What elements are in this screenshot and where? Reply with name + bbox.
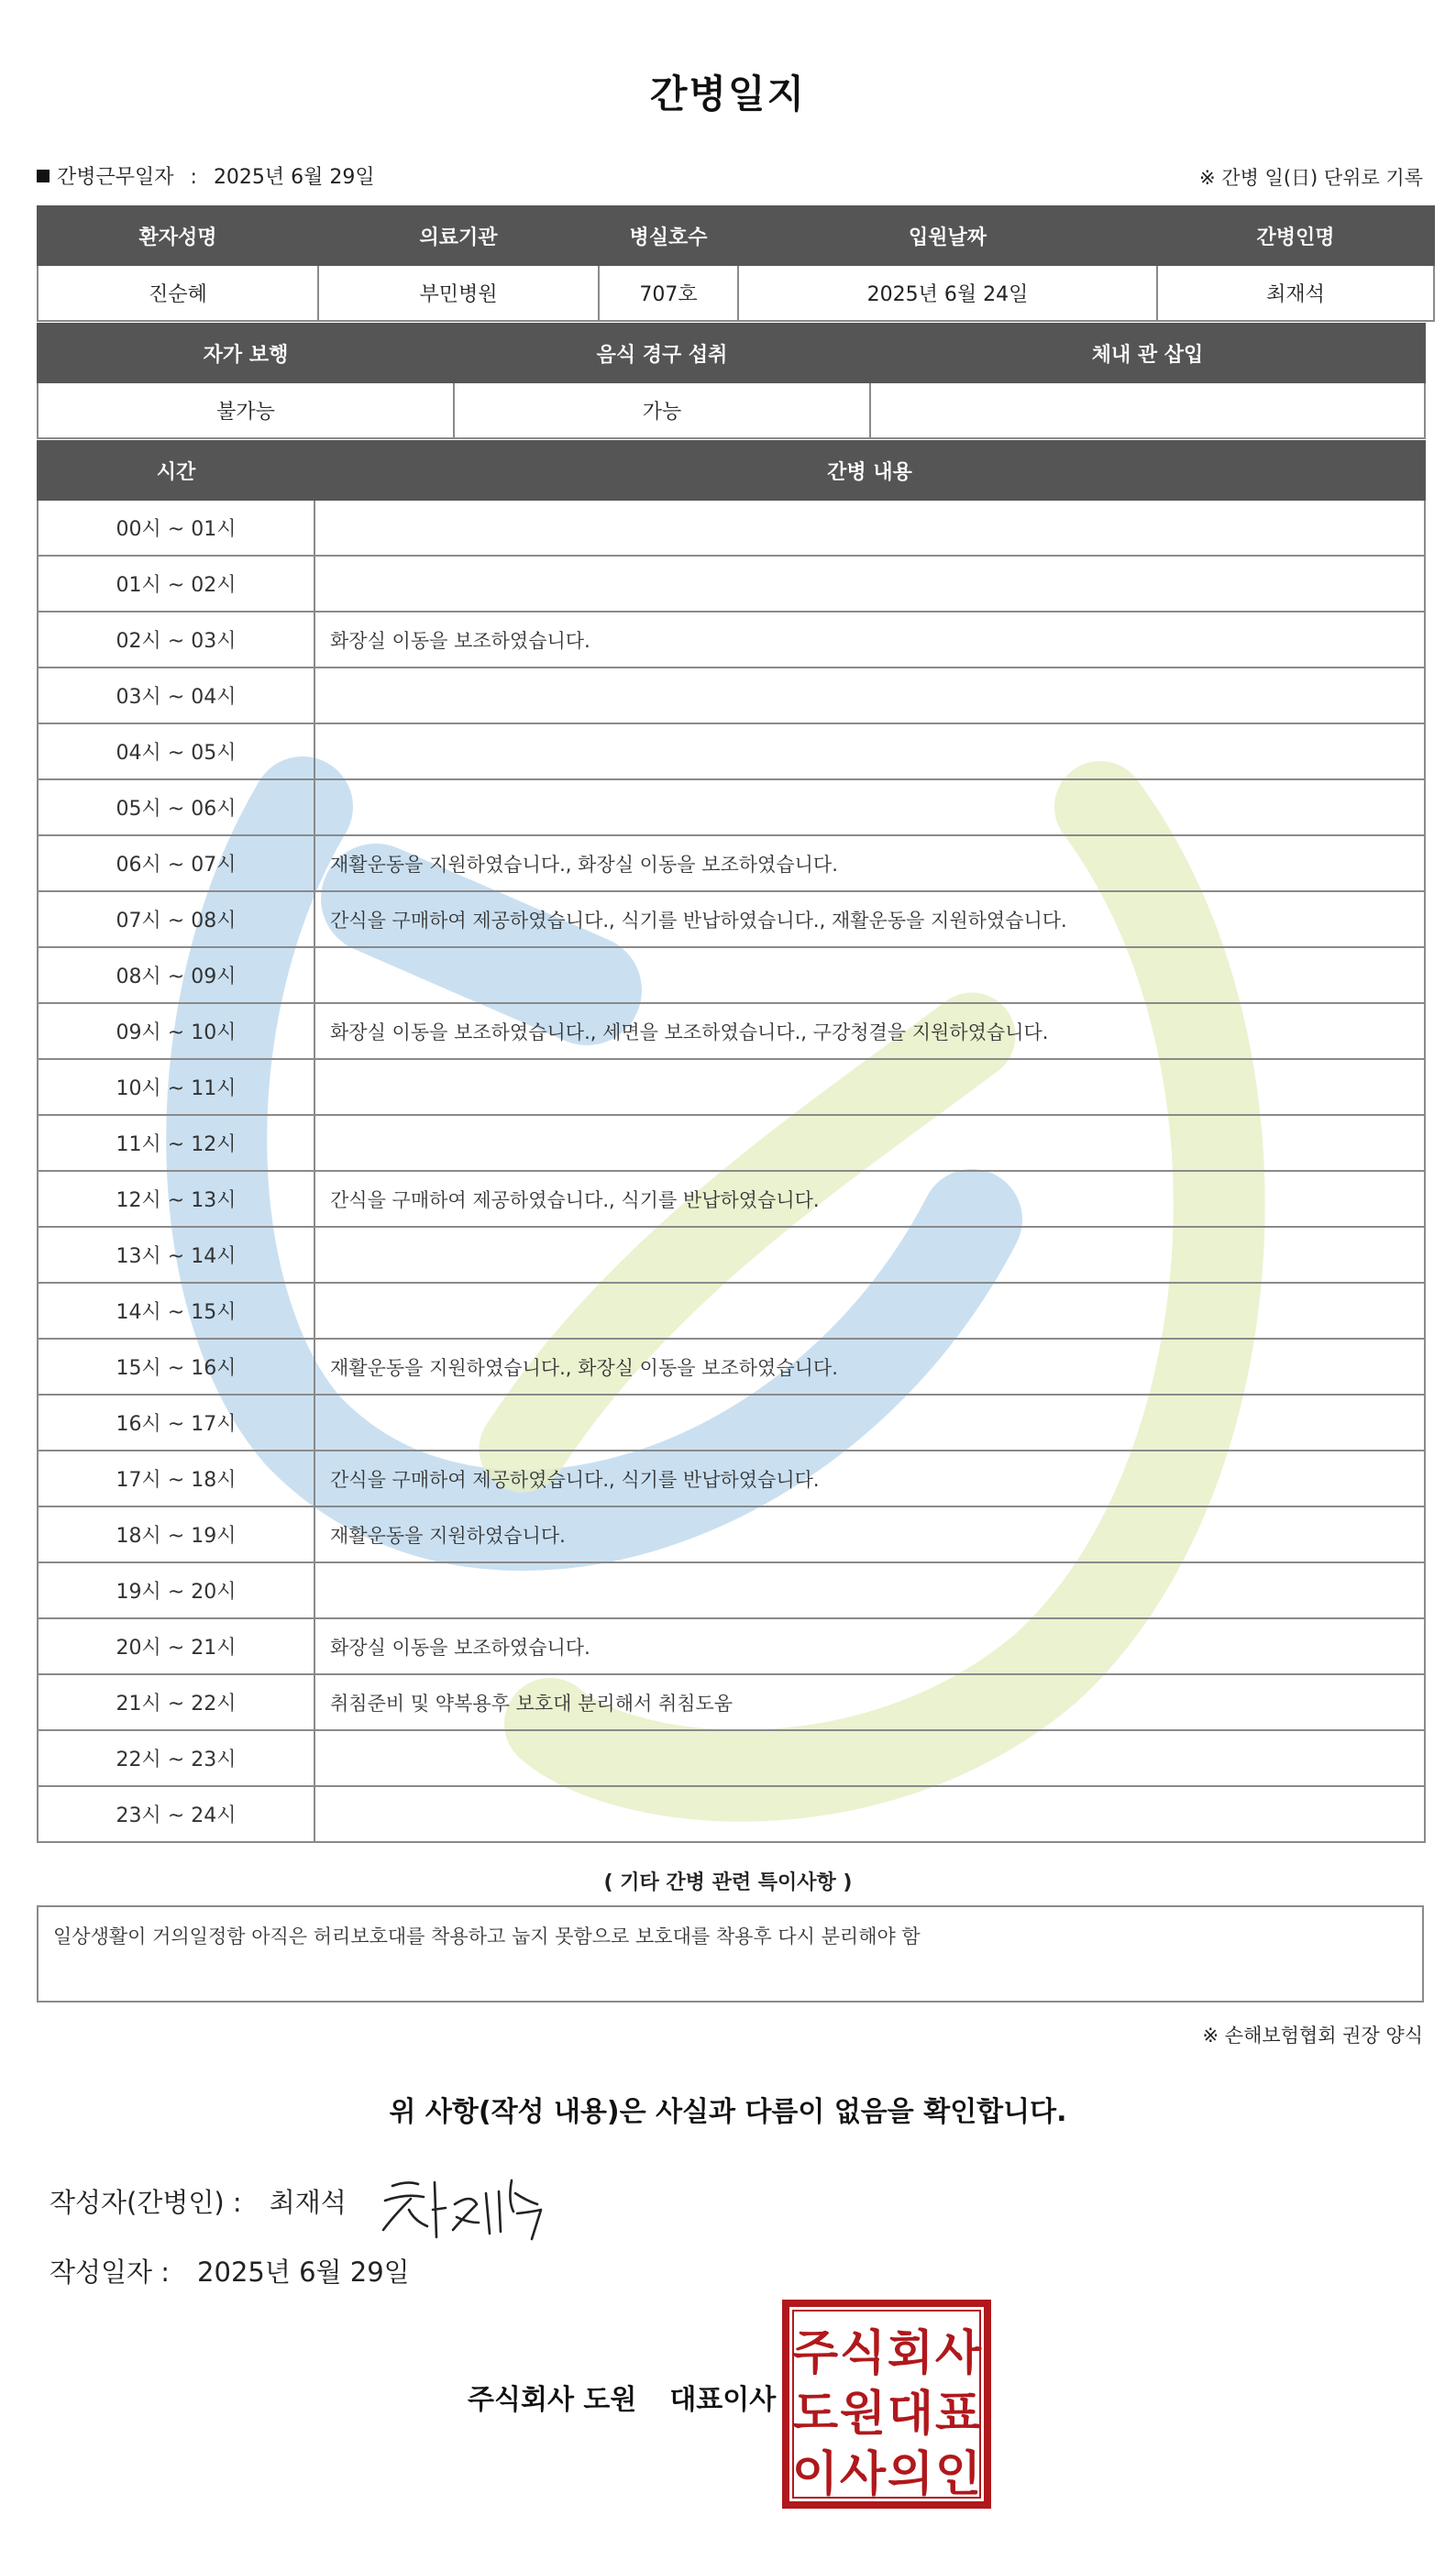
page-title: 간병일지 [649,72,807,116]
work-date-line [37,161,375,190]
log-content: 화장실 이동을 보조하였습니다., 세면을 보조하였습니다., 구강청결을 지원하였습니다. [314,1003,1425,1059]
header-admission-date: 입원날짜 [738,206,1157,265]
header-room: 병실호수 [599,206,738,265]
header-self-walking: 자가 보행 [38,324,454,382]
log-time: 12시 ~ 13시 [38,1171,314,1227]
log-time: 23시 ~ 24시 [38,1786,314,1842]
company-title: 대표이사 [669,2384,777,2416]
log-content [314,1786,1425,1842]
log-time: 07시 ~ 08시 [38,891,314,947]
log-content: 취침준비 및 약복용후 보호대 분리해서 취침도움 [314,1674,1425,1730]
writer-label: 작성자(간병인) : [50,2187,242,2218]
seal-glyph: 사 [839,2447,887,2502]
log-time: 11시 ~ 12시 [38,1115,314,1171]
seal-glyph: 사 [934,2326,982,2381]
log-time: 22시 ~ 23시 [38,1730,314,1786]
log-content [314,668,1425,723]
log-row [38,1730,1425,1786]
log-row [38,1115,1425,1171]
patient-header-row [38,206,1434,265]
patient-value-row [38,265,1434,321]
log-time: 10시 ~ 11시 [38,1059,314,1115]
log-content [314,1730,1425,1786]
log-row [38,500,1425,556]
seal-glyph: 주 [791,2326,839,2381]
seal-glyph: 원 [839,2387,887,2442]
seal-glyph: 식 [839,2326,887,2381]
hourly-log-table [37,440,1426,1843]
log-row [38,612,1425,668]
caregiver-name: 최재석 [1157,265,1434,321]
log-row [38,1339,1425,1395]
seal-glyph: 표 [934,2387,982,2442]
company-name: 주식회사 도원 [468,2384,637,2416]
log-content: 간식을 구매하여 제공하였습니다., 식기를 반납하였습니다. [314,1171,1425,1227]
seal-glyph: 이 [791,2447,839,2502]
log-row [38,723,1425,779]
log-time: 08시 ~ 09시 [38,947,314,1003]
seal-glyph: 대 [887,2387,934,2442]
seal-glyph: 도 [791,2387,839,2442]
header-tube-insertion: 체내 관 삽입 [870,324,1425,382]
notes-text: 일상생활이 거의일정함 아직은 허리보호대를 착용하고 눕지 못함으로 보호대를 착용후 다시 분리해야 함 [53,1926,921,1948]
log-time: 05시 ~ 06시 [38,779,314,835]
log-row [38,1059,1425,1115]
writer-name: 최재석 [269,2187,347,2218]
log-content [314,779,1425,835]
work-date-label: 간병근무일자 [57,166,174,189]
self-walking-value: 불가능 [38,382,454,438]
log-row [38,1786,1425,1842]
log-content: 재활운동을 지원하였습니다., 화장실 이동을 보조하였습니다. [314,835,1425,891]
log-time: 16시 ~ 17시 [38,1395,314,1451]
patient-name: 진순혜 [38,265,318,321]
log-body [38,500,1425,1842]
unit-note: ※ 간병 일(日) 단위로 기록 [1199,167,1423,189]
header-patient-name: 환자성명 [38,206,318,265]
log-row [38,1618,1425,1674]
log-time: 18시 ~ 19시 [38,1506,314,1562]
tube-insertion-value [870,382,1425,438]
status-header-row [38,324,1425,382]
log-time: 14시 ~ 15시 [38,1283,314,1339]
written-date-line [50,2252,410,2290]
log-time: 13시 ~ 14시 [38,1227,314,1283]
log-content [314,1227,1425,1283]
patient-status-table [37,323,1426,439]
log-row [38,556,1425,612]
log-time: 02시 ~ 03시 [38,612,314,668]
log-content: 화장실 이동을 보조하였습니다. [314,1618,1425,1674]
log-content: 간식을 구매하여 제공하였습니다., 식기를 반납하였습니다. [314,1451,1425,1506]
log-time: 20시 ~ 21시 [38,1618,314,1674]
bullet-square-icon [37,170,50,182]
log-content [314,1395,1425,1451]
written-date-value: 2025년 6월 29일 [197,2257,410,2288]
log-row [38,835,1425,891]
log-row [38,1562,1425,1618]
company-seal-stamp [782,2300,991,2509]
log-row [38,668,1425,723]
header-oral-intake: 음식 경구 섭취 [454,324,870,382]
work-date-value: 2025년 6월 29일 [213,166,375,189]
header-care-content: 간병 내용 [314,441,1425,500]
writer-line [50,2182,347,2220]
log-row [38,1451,1425,1506]
log-time: 06시 ~ 07시 [38,835,314,891]
log-row [38,1003,1425,1059]
log-row [38,891,1425,947]
log-row [38,1171,1425,1227]
room-number: 707호 [599,265,738,321]
log-content [314,500,1425,556]
log-time: 00시 ~ 01시 [38,500,314,556]
oral-intake-value: 가능 [454,382,870,438]
log-content [314,1115,1425,1171]
log-time: 21시 ~ 22시 [38,1674,314,1730]
log-row [38,1674,1425,1730]
notes-title: ( 기타 간병 관련 특이사항 ) [603,1871,853,1894]
hospital-name: 부민병원 [318,265,599,321]
log-content [314,947,1425,1003]
log-time: 04시 ~ 05시 [38,723,314,779]
log-content [314,1059,1425,1115]
header-caregiver-name: 간병인명 [1157,206,1434,265]
log-content: 재활운동을 지원하였습니다. [314,1506,1425,1562]
log-content [314,723,1425,779]
log-content [314,1562,1425,1618]
admission-date: 2025년 6월 24일 [738,265,1157,321]
status-value-row [38,382,1425,438]
log-content: 간식을 구매하여 제공하였습니다., 식기를 반납하였습니다., 재활운동을 지원하였습니다. [314,891,1425,947]
log-row [38,1395,1425,1451]
handwritten-signature [376,2157,550,2248]
log-time: 17시 ~ 18시 [38,1451,314,1506]
confirm-statement: 위 사항(작성 내용)은 사실과 다름이 없음을 확인합니다. [389,2096,1067,2128]
company-line [468,2377,776,2417]
seal-glyph: 회 [887,2326,934,2381]
recommend-note: ※ 손해보험협회 권장 양식 [1202,2025,1423,2047]
log-row [38,1283,1425,1339]
notes-box [37,1905,1424,2003]
log-content [314,1283,1425,1339]
log-time: 03시 ~ 04시 [38,668,314,723]
seal-glyph: 인 [934,2447,982,2502]
log-content: 화장실 이동을 보조하였습니다. [314,612,1425,668]
log-header-row [38,441,1425,500]
seal-glyph: 의 [887,2447,934,2502]
log-content [314,556,1425,612]
log-row [38,1227,1425,1283]
patient-info-table [37,205,1435,322]
work-date-colon: : [190,166,197,189]
header-hospital: 의료기관 [318,206,599,265]
log-time: 01시 ~ 02시 [38,556,314,612]
log-row [38,947,1425,1003]
log-row [38,1506,1425,1562]
log-content: 재활운동을 지원하였습니다., 화장실 이동을 보조하였습니다. [314,1339,1425,1395]
log-time: 19시 ~ 20시 [38,1562,314,1618]
log-time: 09시 ~ 10시 [38,1003,314,1059]
log-row [38,779,1425,835]
header-time: 시간 [38,441,314,500]
log-time: 15시 ~ 16시 [38,1339,314,1395]
written-date-label: 작성일자 : [50,2257,171,2288]
